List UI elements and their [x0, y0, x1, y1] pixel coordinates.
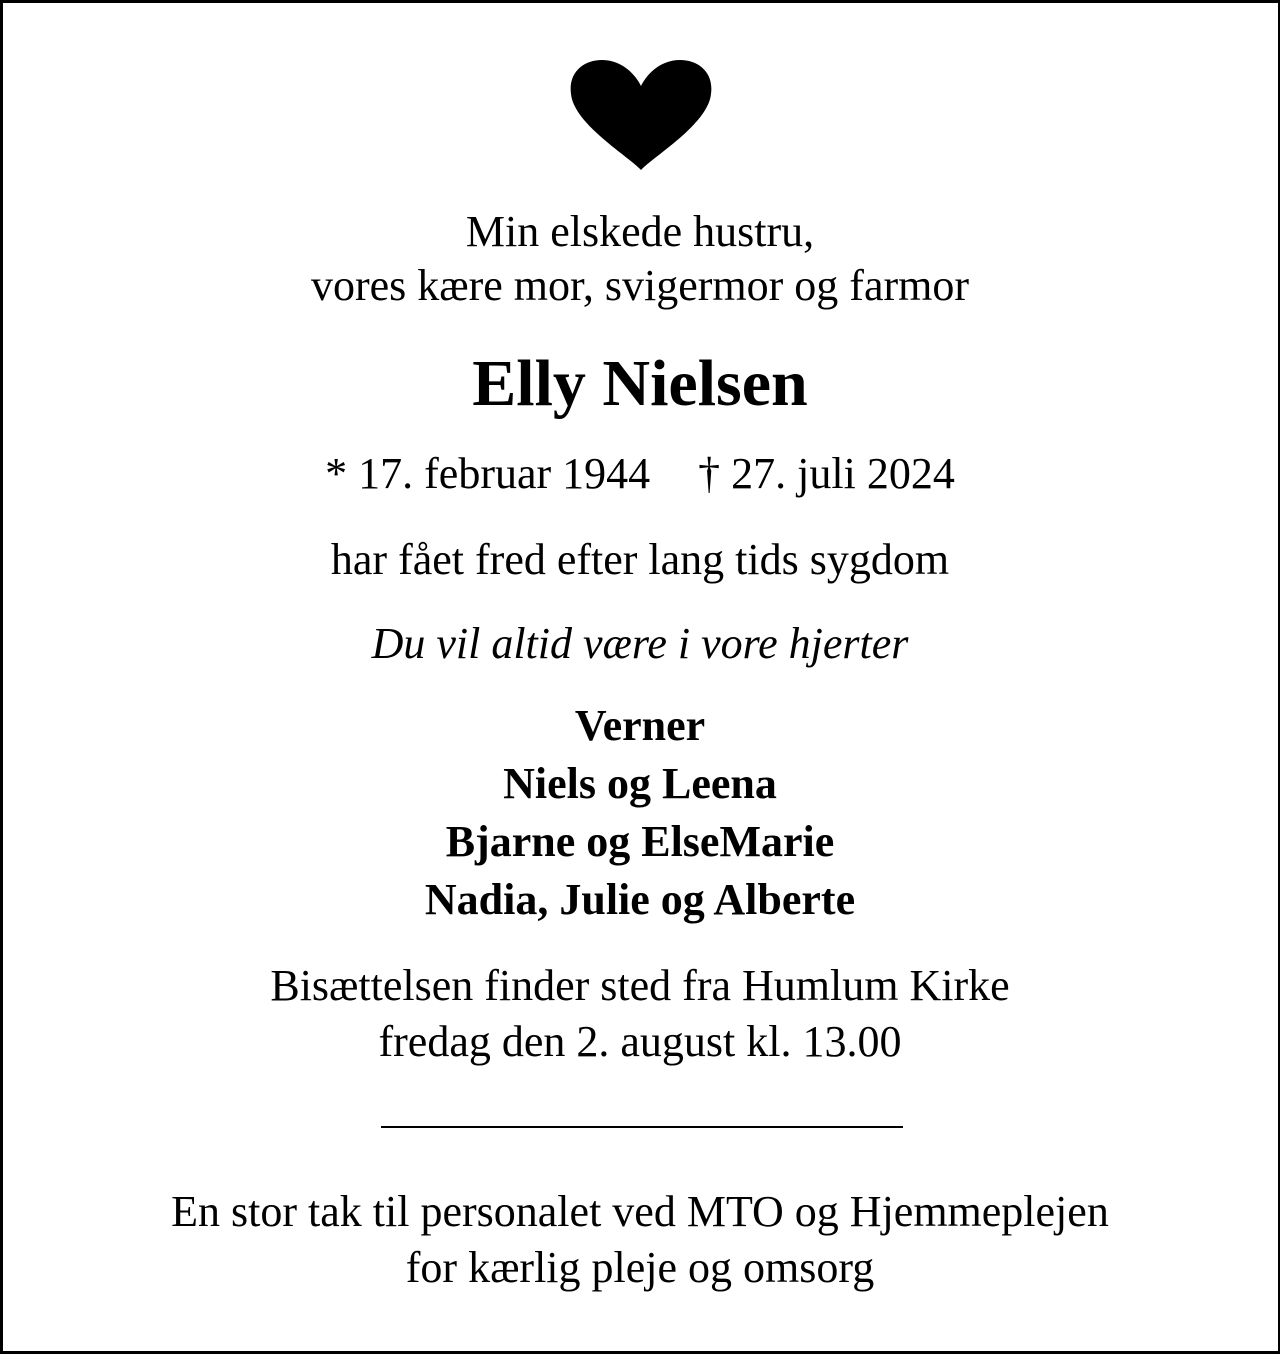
- memorial-quote: Du vil altid være i vore hjerter: [371, 619, 909, 668]
- heart-icon: [568, 60, 714, 172]
- intro-line-1: Min elskede hustru,: [465, 207, 815, 256]
- funeral-time: fredag den 2. august kl. 13.00: [378, 1017, 902, 1066]
- family-member: Bjarne og ElseMarie: [445, 817, 835, 866]
- death-date: † 27. juli 2024: [698, 449, 955, 498]
- passing-message: har fået fred efter lang tids sygdom: [330, 535, 950, 584]
- family-member: Nadia, Julie og Alberte: [424, 875, 856, 924]
- thanks-line-1: En stor tak til personalet ved MTO og Hjemmeplejen: [171, 1187, 1109, 1236]
- funeral-location: Bisættelsen finder sted fra Humlum Kirke: [270, 961, 1010, 1010]
- birth-date: * 17. februar 1944: [325, 449, 651, 498]
- intro-line-2: vores kære mor, svigermor og farmor: [310, 261, 970, 310]
- divider-line: [381, 1126, 903, 1128]
- thanks-line-2: for kærlig pleje og omsorg: [405, 1243, 875, 1292]
- family-member: Verner: [574, 701, 706, 750]
- family-member: Niels og Leena: [503, 759, 777, 808]
- life-dates: [0, 448, 1280, 500]
- deceased-name: Elly Nielsen: [472, 347, 808, 420]
